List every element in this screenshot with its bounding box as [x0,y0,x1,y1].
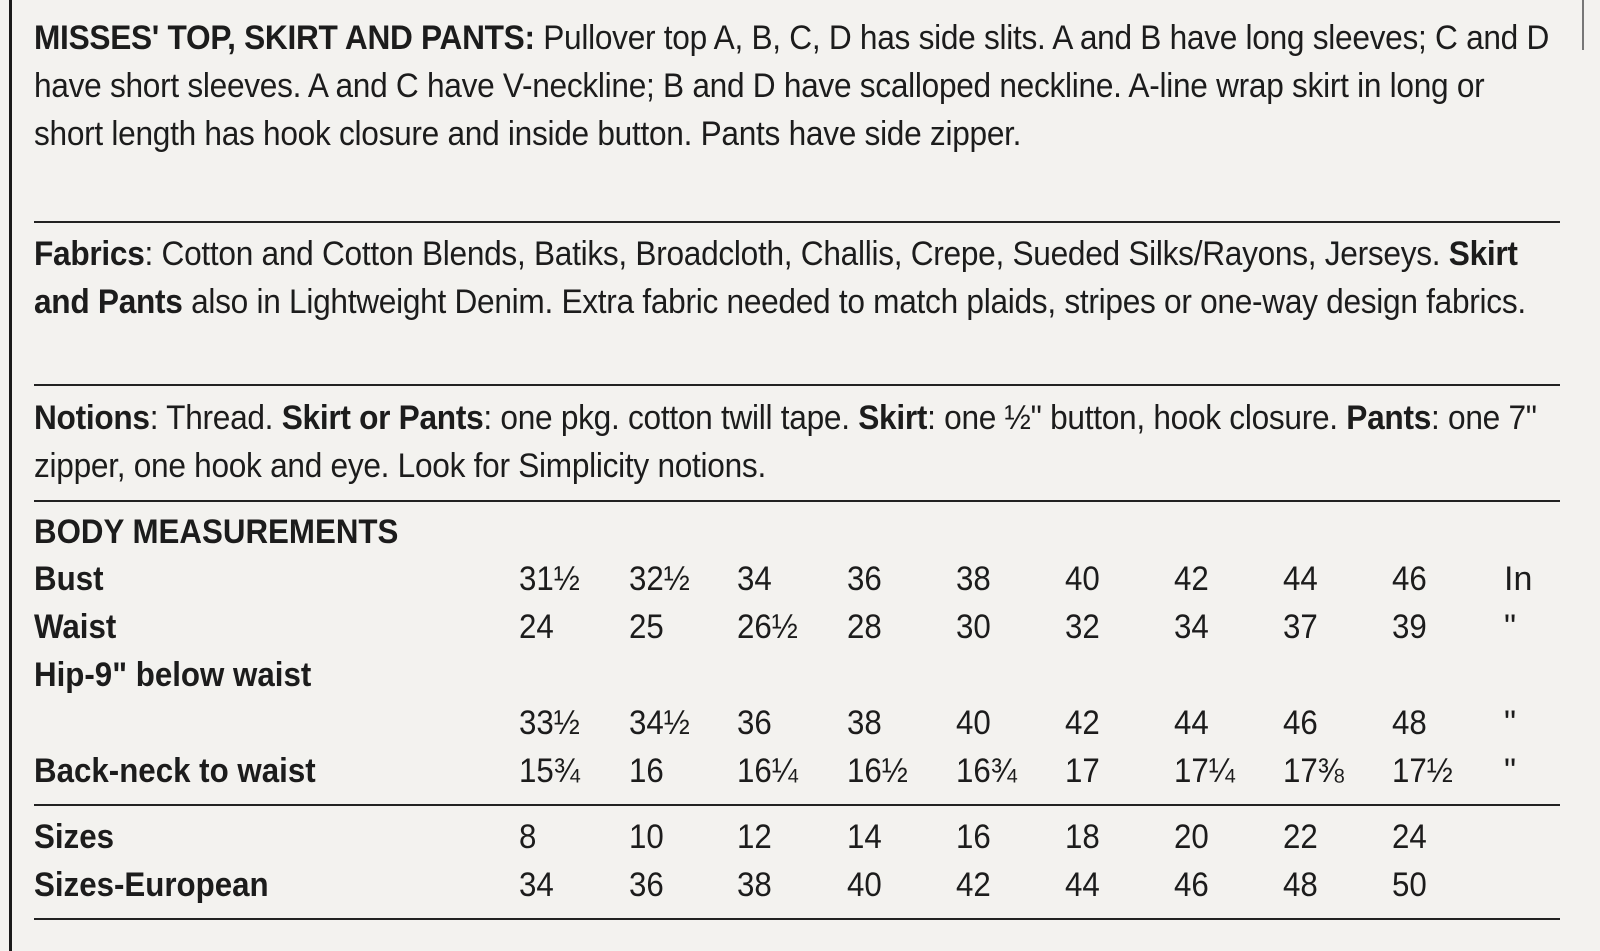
notions-text-1: : Thread. [149,399,282,437]
measurement-cell: 17 [1065,752,1100,790]
notions-text-4: : one 7" zipper, one hook and eye. Look for Simplicity notions. [34,399,1537,485]
measurement-cell: 31½ [519,560,580,598]
size-cell: 22 [1283,818,1318,856]
size-cell: 50 [1392,866,1427,904]
notions-bold-3: Skirt [858,399,928,437]
measurement-row [34,699,1560,747]
measurement-cell: 38 [847,704,882,742]
measurement-cell: 44 [1174,704,1209,742]
body-measurements-title: BODY MEASUREMENTS [34,513,399,551]
measurement-cell: 36 [847,560,882,598]
measurement-cell: 46 [1392,560,1427,598]
measurement-cell: 37 [1283,608,1318,646]
measurement-cell: 16 [629,752,664,790]
size-row [34,813,1560,861]
fabrics-text-2: also in Lightweight Denim. Extra fabric needed to match plaids, stripes or one-way design fabrics. [182,283,1526,321]
measurement-cell: 16½ [847,752,908,790]
measurement-row [34,603,1560,651]
measurement-unit: In [1504,560,1533,598]
measurement-cell: 15¾ [519,752,580,790]
measurement-cell: 40 [956,704,991,742]
measurement-unit: " [1504,752,1517,790]
size-cell: 40 [847,866,882,904]
measurement-cell: 34 [1174,608,1209,646]
measurement-cell: 26½ [737,608,798,646]
fabrics-block [34,230,1560,326]
notions-paragraph [34,394,1559,490]
measurement-cell: 17¼ [1174,752,1235,790]
size-cell: 16 [956,818,991,856]
fabrics-text-1: : Cotton and Cotton Blends, Batiks, Broadcloth, Challis, Crepe, Sueded Silks/Rayons, Jerseys. [144,235,1449,273]
size-cell: 36 [629,866,664,904]
size-cell: 20 [1174,818,1209,856]
divider-5 [34,918,1560,920]
size-cell: 44 [1065,866,1100,904]
measurement-cell: 16¼ [737,752,798,790]
size-cell: 48 [1283,866,1318,904]
divider-1 [34,221,1560,223]
measurement-cell: 25 [629,608,664,646]
measurement-row-label: Back-neck to waist [34,752,316,790]
measurement-cell: 24 [519,608,554,646]
measurement-cell: 17½ [1392,752,1453,790]
size-cell: 12 [737,818,772,856]
measurement-row-label: Hip-9" below waist [34,656,312,694]
divider-3 [34,500,1560,502]
description-paragraph [34,14,1559,158]
measurement-cell: 33½ [519,704,580,742]
measurement-cell: 40 [1065,560,1100,598]
left-border-line [9,0,12,951]
size-cell: 8 [519,818,537,856]
measurement-cell: 32 [1065,608,1100,646]
measurement-row-label: Bust [34,560,104,598]
measurement-row [34,651,1560,699]
notions-block [34,394,1560,490]
size-cell: 18 [1065,818,1100,856]
measurement-cell: 36 [737,704,772,742]
notions-bold-2: Skirt or Pants [281,399,484,437]
size-cell: 24 [1392,818,1427,856]
size-cell: 38 [737,866,772,904]
size-cell: 46 [1174,866,1209,904]
size-row-label: Sizes-European [34,866,269,904]
measurement-cell: 17⅜ [1283,752,1344,790]
measurement-cell: 30 [956,608,991,646]
measurement-cell: 34 [737,560,772,598]
fabrics-paragraph [34,230,1559,326]
divider-4 [34,804,1560,806]
measurement-cell: 34½ [629,704,690,742]
size-cell: 14 [847,818,882,856]
measurement-row-label: Waist [34,608,117,646]
size-cell: 10 [629,818,664,856]
size-cell: 34 [519,866,554,904]
measurement-cell: 46 [1283,704,1318,742]
measurement-unit: " [1504,608,1517,646]
measurement-cell: 16¾ [956,752,1017,790]
measurement-unit: " [1504,704,1517,742]
measurement-cell: 32½ [629,560,690,598]
size-cell: 42 [956,866,991,904]
measurement-cell: 48 [1392,704,1427,742]
notions-text-3: : one ½" button, hook closure. [927,399,1347,437]
description-block [34,14,1560,158]
measurement-cell: 38 [956,560,991,598]
measurement-row [34,555,1560,603]
size-row-label: Sizes [34,818,114,856]
size-row [34,861,1560,909]
description-text: Pullover top A, B, C, D has side slits. A and B have long sleeves; C and D have short sleeves. A and C have V-neckline; B and D have scalloped neckline. A-line wrap skirt in long or short length has hook closure and inside button. Pants have side zipper. [34,19,1550,153]
fabrics-bold-2: Skirt and Pants [34,235,1518,321]
measurement-cell: 39 [1392,608,1427,646]
notions-label: Notions [34,399,150,437]
fabrics-label: Fabrics [34,235,145,273]
measurement-cell: 44 [1283,560,1318,598]
divider-2 [34,384,1560,386]
description-heading: MISSES' TOP, SKIRT AND PANTS: [34,19,535,57]
measurement-row [34,747,1560,795]
measurement-cell: 42 [1065,704,1100,742]
measurement-cell: 42 [1174,560,1209,598]
notions-text-2: : one pkg. cotton twill tape. [483,399,859,437]
measurement-cell: 28 [847,608,882,646]
notions-bold-4: Pants [1346,399,1432,437]
right-edge-mark [1582,0,1584,50]
